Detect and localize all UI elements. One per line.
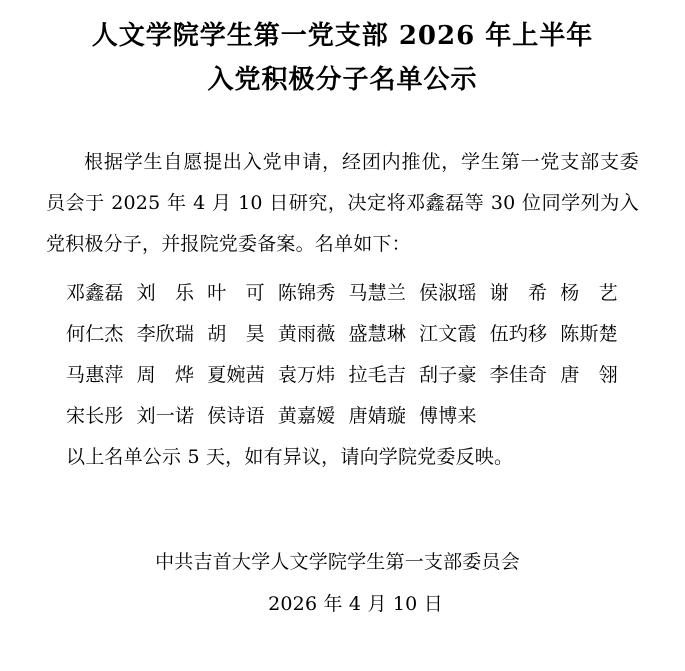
person-name: 马惠萍 [66,364,124,386]
name-list [46,273,639,437]
person-name: 侯诗语 [207,405,265,427]
name-row [46,273,639,314]
person-name: 唐 翎 [560,364,618,386]
person-name: 袁万炜 [277,364,336,386]
page-title-line-1: 人文学院学生第一党支部 2026 年上半年 [91,21,594,51]
page-title-line-2: 入党积极分子名单公示 [207,65,478,95]
name-row [46,355,639,396]
name-row [46,314,639,355]
person-name: 陈斯楚 [560,323,618,345]
person-name: 夏婉茜 [207,364,265,386]
person-name: 刘 乐 [136,282,195,304]
person-name: 周 烨 [136,364,195,386]
person-name: 盛慧琳 [348,323,407,345]
person-name: 黄雨薇 [277,323,336,345]
person-name: 傅博来 [419,405,477,427]
person-name: 邓鑫磊 [66,282,124,304]
closing-note: 以上名单公示 5 天，如有异议，请向学院党委反映。 [66,446,514,468]
person-name: 陈锦秀 [277,282,336,304]
person-name: 刘一诺 [136,405,195,427]
person-name: 李欣瑞 [136,323,195,345]
person-name: 李佳奇 [489,364,548,386]
person-name: 唐婧璇 [348,405,407,427]
signature-block [46,540,639,624]
person-name: 马慧兰 [348,282,407,304]
page-title [46,14,639,102]
intro-paragraph: 根据学生自愿提出入党申请，经团内推优，学生第一党支部支委员会于 2025 年 4 月 10 日研究，决定将邓鑫磊等 30 位同学列为入党积极分子，并报院党委备案。名单如下： [46,151,639,255]
person-name: 何仁杰 [66,323,124,345]
name-row [46,396,639,437]
person-name: 谢 希 [489,282,548,304]
signature-date: 2026 年 4 月 10 日 [268,593,443,615]
person-name: 侯淑瑶 [419,282,477,304]
person-name: 叶 可 [207,282,265,304]
person-name: 宋长彤 [66,405,124,427]
person-name: 胡 昊 [207,323,265,345]
person-name: 刮子豪 [419,364,477,386]
signature-organization: 中共吉首大学人文学院学生第一支部委员会 [155,551,520,573]
person-name: 杨 艺 [560,282,618,304]
person-name: 拉毛吉 [348,364,407,386]
person-name: 江文霞 [419,323,477,345]
person-name: 伍玓移 [489,323,548,345]
document-body [46,142,639,624]
person-name: 黄嘉嫒 [277,405,336,427]
